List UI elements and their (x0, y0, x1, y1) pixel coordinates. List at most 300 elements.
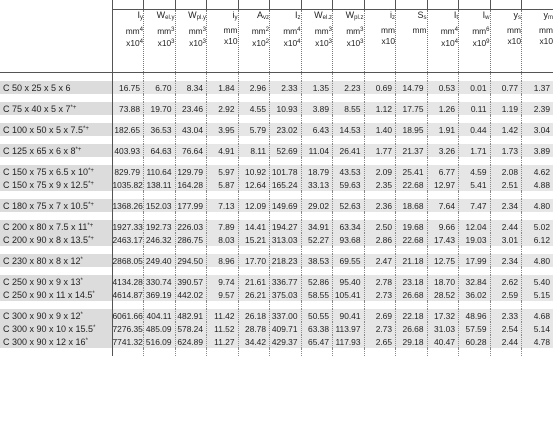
spacer-cell (333, 348, 365, 356)
spacer-cell (207, 157, 239, 165)
table-cell: 11.27 (207, 335, 239, 348)
group-spacer (0, 136, 553, 144)
table-cell: 60.28 (459, 335, 491, 348)
table-cell: 5.02 (522, 220, 553, 233)
section-footnote-mark: * (80, 311, 83, 318)
spacer-cell (112, 94, 144, 102)
table-cell: 138.11 (144, 178, 176, 191)
spacer-cell (333, 94, 365, 102)
table-cell: 7.13 (207, 199, 239, 212)
table-cell: 2.33 (270, 81, 302, 94)
symbol-main: W (156, 10, 166, 20)
spacer-cell (490, 191, 522, 199)
spacer-cell (490, 246, 522, 254)
spacer-cell (427, 301, 459, 309)
table-cell: 43.53 (333, 165, 365, 178)
section-name: C 200 x 80 x 7.5 x 11 (3, 221, 88, 232)
table-cell: 129.79 (175, 165, 207, 178)
table-cell: 3.01 (490, 233, 522, 246)
spacer-cell (0, 157, 112, 165)
section-designation (0, 165, 112, 178)
spacer-cell (175, 157, 207, 165)
spacer-cell (0, 246, 112, 254)
table-cell: 5.97 (207, 165, 239, 178)
table-cell: 3.89 (301, 102, 333, 115)
table-cell: 2.33 (490, 309, 522, 322)
group-spacer (0, 191, 553, 199)
table-cell: 105.41 (333, 288, 365, 301)
spacer-cell (144, 267, 176, 275)
scale-exponent: 2 (265, 39, 269, 45)
spacer-cell (427, 246, 459, 254)
spacer-cell (396, 115, 428, 123)
unit-exponent: 3 (360, 26, 364, 33)
spacer-cell (396, 94, 428, 102)
symbol-main: i (390, 10, 392, 20)
table-row (0, 335, 553, 348)
column-symbol (333, 10, 364, 25)
table-cell: 0.11 (459, 102, 491, 115)
table-cell: 624.89 (175, 335, 207, 348)
header-strip-cell (112, 0, 144, 10)
table-cell: 65.47 (301, 335, 333, 348)
table-cell: 2.96 (238, 81, 270, 94)
table-row (0, 178, 553, 191)
section-name: C 230 x 80 x 8 x 12 (3, 255, 81, 266)
table-cell: 2.59 (490, 288, 522, 301)
table-cell: 2.09 (364, 165, 396, 178)
table-cell: 1035.82 (112, 179, 143, 190)
column-symbol (365, 10, 396, 25)
table-cell: 485.09 (144, 322, 176, 335)
spacer-cell (427, 191, 459, 199)
group-spacer (0, 73, 553, 82)
table-cell: 101.78 (270, 165, 302, 178)
column-symbol (491, 10, 522, 25)
spacer-cell (364, 246, 396, 254)
table-cell: 0.53 (427, 81, 459, 94)
table-cell: 4.62 (522, 165, 553, 178)
section-name: C 125 x 65 x 6 x 8 (3, 145, 76, 156)
table-cell: 9.57 (207, 288, 239, 301)
table-cell: 14.41 (238, 220, 270, 233)
column-header (396, 10, 428, 73)
section-header-blank (0, 0, 112, 10)
spacer-cell (427, 157, 459, 165)
table-cell: 482.91 (175, 309, 207, 322)
table-cell: 8.03 (207, 233, 239, 246)
group-spacer (0, 246, 553, 254)
spacer-cell (522, 301, 553, 309)
table-cell: 59.63 (333, 178, 365, 191)
table-cell: 2.62 (490, 275, 522, 288)
table-cell: 73.88 (112, 102, 144, 115)
spacer-cell (112, 246, 144, 254)
table-cell: 8.96 (207, 254, 239, 267)
unit-exponent: 3 (171, 26, 175, 33)
unit-text: mm (412, 24, 427, 35)
spacer-cell (490, 157, 522, 165)
scale-exponent: 3 (171, 39, 175, 45)
section-designation (0, 144, 112, 157)
header-strip-cell (427, 0, 459, 10)
table-cell: 23.02 (270, 123, 302, 136)
section-designation (0, 220, 112, 233)
spacer-cell (175, 267, 207, 275)
column-symbol (270, 10, 301, 25)
column-unit (239, 25, 270, 38)
table-cell: 25.41 (396, 165, 428, 178)
spacer-cell (0, 267, 112, 275)
table-cell: 38.53 (301, 254, 333, 267)
spacer-cell (490, 115, 522, 123)
spacer-cell (144, 73, 176, 82)
spacer-cell (238, 212, 270, 220)
table-cell: 23.46 (175, 102, 207, 115)
column-scale (302, 37, 333, 50)
spacer-cell (364, 157, 396, 165)
symbol-subscript: el.z (322, 15, 332, 21)
table-cell: 22.68 (396, 178, 428, 191)
section-name: C 250 x 90 x 9 x 13 (3, 276, 81, 287)
symbol-main: i (232, 10, 235, 20)
table-cell: 14.53 (333, 123, 365, 136)
table-row (0, 165, 553, 178)
table-cell: 164.28 (175, 178, 207, 191)
spacer-cell (207, 191, 239, 199)
table-cell: 52.63 (333, 199, 365, 212)
spacer-cell (490, 136, 522, 144)
spacer-cell (270, 267, 302, 275)
table-cell: 7276.35 (112, 323, 143, 334)
column-symbol (522, 10, 553, 25)
table-cell: 1.77 (364, 144, 396, 157)
unit-text: mm (223, 24, 238, 35)
section-designation (0, 178, 112, 191)
unit-text: mm (283, 25, 298, 36)
spacer-cell (333, 267, 365, 275)
spacer-cell (112, 212, 144, 220)
unit-text: mm (157, 25, 172, 36)
section-footnote-mark: *+ (75, 146, 82, 153)
table-cell: 14.79 (396, 81, 428, 94)
table-cell: 149.69 (270, 199, 302, 212)
column-symbol (113, 10, 144, 25)
header-strip-cell (270, 0, 302, 10)
table-cell: 2.35 (364, 178, 396, 191)
group-spacer (0, 115, 553, 123)
table-cell: 117.93 (333, 335, 365, 348)
table-cell: 409.71 (270, 322, 302, 335)
section-name: C 300 x 90 x 12 x 16 (3, 336, 86, 347)
table-cell: 578.24 (175, 322, 207, 335)
table-cell: 4134.28 (112, 276, 143, 287)
spacer-cell (238, 348, 270, 356)
table-cell: 165.24 (270, 178, 302, 191)
spacer-cell (301, 212, 333, 220)
table-cell: 19.68 (396, 220, 428, 233)
table-cell: 1.40 (364, 123, 396, 136)
spacer-cell (333, 212, 365, 220)
table-cell: 2.34 (490, 199, 522, 212)
section-name: C 150 x 75 x 6.5 x 10 (3, 166, 89, 177)
table-cell: 2.86 (364, 233, 396, 246)
spacer-cell (238, 157, 270, 165)
column-symbol (176, 10, 207, 25)
header-strip-cell (144, 0, 176, 10)
table-cell: 8.55 (333, 102, 365, 115)
table-cell: 286.75 (175, 233, 207, 246)
table-cell: 5.14 (522, 322, 553, 335)
spacer-cell (175, 301, 207, 309)
header-strip-cell (396, 0, 428, 10)
column-scale (144, 37, 175, 50)
column-header (175, 10, 207, 73)
table-cell: 29.18 (396, 335, 428, 348)
spacer-cell (522, 246, 553, 254)
table-cell: 93.68 (333, 233, 365, 246)
header-strip-cell (301, 0, 333, 10)
spacer-cell (175, 136, 207, 144)
table-cell: 76.64 (175, 144, 207, 157)
section-designation (0, 102, 112, 115)
spacer-cell (490, 267, 522, 275)
table-cell: 2.23 (333, 81, 365, 94)
spacer-cell (175, 191, 207, 199)
spacer-cell (238, 267, 270, 275)
group-spacer (0, 94, 553, 102)
table-cell: 10.93 (270, 102, 302, 115)
spacer-cell (0, 115, 112, 123)
table-cell: 52.27 (301, 233, 333, 246)
table-cell: 7.89 (207, 220, 239, 233)
table-cell: 4.88 (522, 178, 553, 191)
spacer-cell (0, 136, 112, 144)
table-cell: 12.75 (427, 254, 459, 267)
spacer-cell (238, 73, 270, 82)
spacer-cell (490, 94, 522, 102)
section-footnote-mark: *+ (70, 104, 77, 111)
unit-text: mm (346, 25, 361, 36)
spacer-cell (427, 73, 459, 82)
table-cell: 12.09 (238, 199, 270, 212)
table-cell: 52.69 (270, 144, 302, 157)
section-footnote-mark: *+ (88, 167, 94, 174)
table-cell: 3.95 (207, 123, 239, 136)
unit-text: mm (440, 25, 455, 36)
spacer-cell (522, 157, 553, 165)
table-cell: 4.91 (207, 144, 239, 157)
column-symbol (302, 10, 333, 25)
spacer-cell (301, 246, 333, 254)
table-cell: 2868.05 (112, 255, 143, 266)
symbol-main: W (345, 10, 355, 20)
spacer-cell (301, 301, 333, 309)
spacer-cell (364, 136, 396, 144)
table-cell: 3.04 (522, 123, 553, 136)
table-cell: 1.26 (427, 102, 459, 115)
table-cell: 1927.33 (112, 221, 143, 232)
spacer-cell (396, 301, 428, 309)
table-cell: 57.59 (459, 322, 491, 335)
scale-exponent: 4 (454, 39, 458, 45)
header-strip-cell (490, 0, 522, 10)
column-scale (176, 37, 207, 50)
table-cell: 26.68 (396, 288, 428, 301)
table-cell: 69.55 (333, 254, 365, 267)
symbol-main: A (256, 10, 263, 20)
spacer-cell (396, 136, 428, 144)
table-cell: 52.86 (301, 275, 333, 288)
spacer-cell (0, 301, 112, 309)
column-symbol (144, 10, 175, 25)
table-row (0, 220, 553, 233)
spacer-cell (459, 73, 491, 82)
symbol-subscript: pl.y (196, 15, 206, 21)
table-cell: 32.84 (459, 275, 491, 288)
unit-exponent: 2 (265, 26, 269, 33)
spacer-cell (207, 301, 239, 309)
column-symbol (428, 10, 459, 25)
group-spacer (0, 267, 553, 275)
table-cell: 4.59 (459, 165, 491, 178)
spacer-cell (364, 212, 396, 220)
spacer-cell (175, 115, 207, 123)
unit-exponent: 4 (454, 26, 458, 33)
table-cell: 442.02 (175, 288, 207, 301)
table-cell: 18.79 (301, 165, 333, 178)
table-cell: 2.36 (364, 199, 396, 212)
unit-text: mm (188, 25, 203, 36)
spacer-cell (427, 348, 459, 356)
table-cell: 2.44 (490, 335, 522, 348)
table-cell: 516.09 (144, 335, 176, 348)
spacer-cell (112, 348, 144, 356)
table-cell: 182.65 (112, 123, 144, 136)
symbol-main: W (314, 10, 323, 20)
column-unit (522, 25, 553, 37)
table-cell: 17.32 (427, 309, 459, 322)
unit-text: mm (314, 25, 329, 36)
table-cell: 18.68 (396, 199, 428, 212)
table-cell: 17.75 (396, 102, 428, 115)
table-cell: 2.08 (490, 165, 522, 178)
table-cell: 5.79 (238, 123, 270, 136)
spacer-cell (301, 191, 333, 199)
spacer-cell (301, 157, 333, 165)
table-cell: 4.78 (522, 335, 553, 348)
section-footnote-mark: * (80, 256, 83, 263)
column-scale (207, 36, 238, 48)
table-cell: 8.11 (238, 144, 270, 157)
spacer-cell (144, 94, 176, 102)
table-cell: 95.40 (333, 275, 365, 288)
table-cell: 1.91 (427, 123, 459, 136)
table-cell: 246.32 (144, 233, 176, 246)
spacer-cell (396, 267, 428, 275)
unit-text: mm (125, 25, 140, 36)
scale-text: x10 (507, 36, 521, 46)
column-scale (428, 37, 459, 50)
table-cell: 18.70 (427, 275, 459, 288)
column-unit (365, 25, 396, 37)
column-symbol (396, 10, 427, 25)
table-cell: 18.95 (396, 123, 428, 136)
table-cell: 177.99 (175, 199, 207, 212)
header-top-strip (0, 0, 553, 10)
table-cell: 2.73 (364, 288, 396, 301)
column-unit (144, 25, 175, 38)
section-footnote-mark: * (85, 337, 88, 344)
spacer-cell (459, 212, 491, 220)
spacer-cell (459, 301, 491, 309)
table-cell: 4.80 (522, 254, 553, 267)
spacer-cell (396, 73, 428, 82)
column-unit (428, 25, 459, 38)
section-designation (0, 275, 112, 288)
column-unit (459, 25, 490, 38)
spacer-cell (522, 212, 553, 220)
spacer-cell (270, 348, 302, 356)
symbol-main: y (513, 10, 518, 20)
spacer-cell (144, 246, 176, 254)
spacer-cell (207, 212, 239, 220)
section-column-header (0, 10, 112, 73)
table-cell: 7741.32 (112, 336, 143, 347)
table-cell: 337.00 (270, 309, 302, 322)
scale-text: x10 (189, 38, 203, 48)
column-scale (365, 36, 396, 48)
symbol-subscript: vz (263, 15, 269, 21)
table-row (0, 123, 553, 136)
spacer-cell (207, 136, 239, 144)
table-cell: 3.89 (522, 144, 553, 157)
unit-exponent: 3 (328, 26, 332, 33)
spacer-cell (301, 115, 333, 123)
scale-text: x10 (315, 38, 329, 48)
spacer-cell (238, 301, 270, 309)
table-cell: 2.65 (364, 335, 396, 348)
column-symbol (459, 10, 490, 25)
spacer-cell (144, 191, 176, 199)
section-footnote-mark: * (92, 290, 95, 297)
table-cell: 2463.17 (112, 234, 143, 245)
header-strip-cell (175, 0, 207, 10)
column-header (522, 10, 553, 73)
spacer-cell (459, 94, 491, 102)
section-designation (0, 322, 112, 335)
section-designation (0, 123, 112, 136)
table-cell: 17.43 (427, 233, 459, 246)
table-cell: 22.68 (396, 233, 428, 246)
column-unit (333, 25, 364, 38)
spacer-cell (207, 73, 239, 82)
section-name: C 200 x 90 x 8 x 13.5 (3, 234, 89, 245)
table-row (0, 275, 553, 288)
scale-text: x10 (283, 38, 298, 48)
table-cell: 313.03 (270, 233, 302, 246)
table-row (0, 254, 553, 267)
table-cell: 1368.26 (112, 200, 143, 211)
table-cell: 2.54 (490, 322, 522, 335)
spacer-cell (301, 267, 333, 275)
spacer-cell (333, 246, 365, 254)
spacer-cell (333, 136, 365, 144)
table-cell: 63.38 (301, 322, 333, 335)
header-strip-cell (333, 0, 365, 10)
spacer-cell (0, 73, 112, 82)
table-cell: 192.73 (144, 220, 176, 233)
